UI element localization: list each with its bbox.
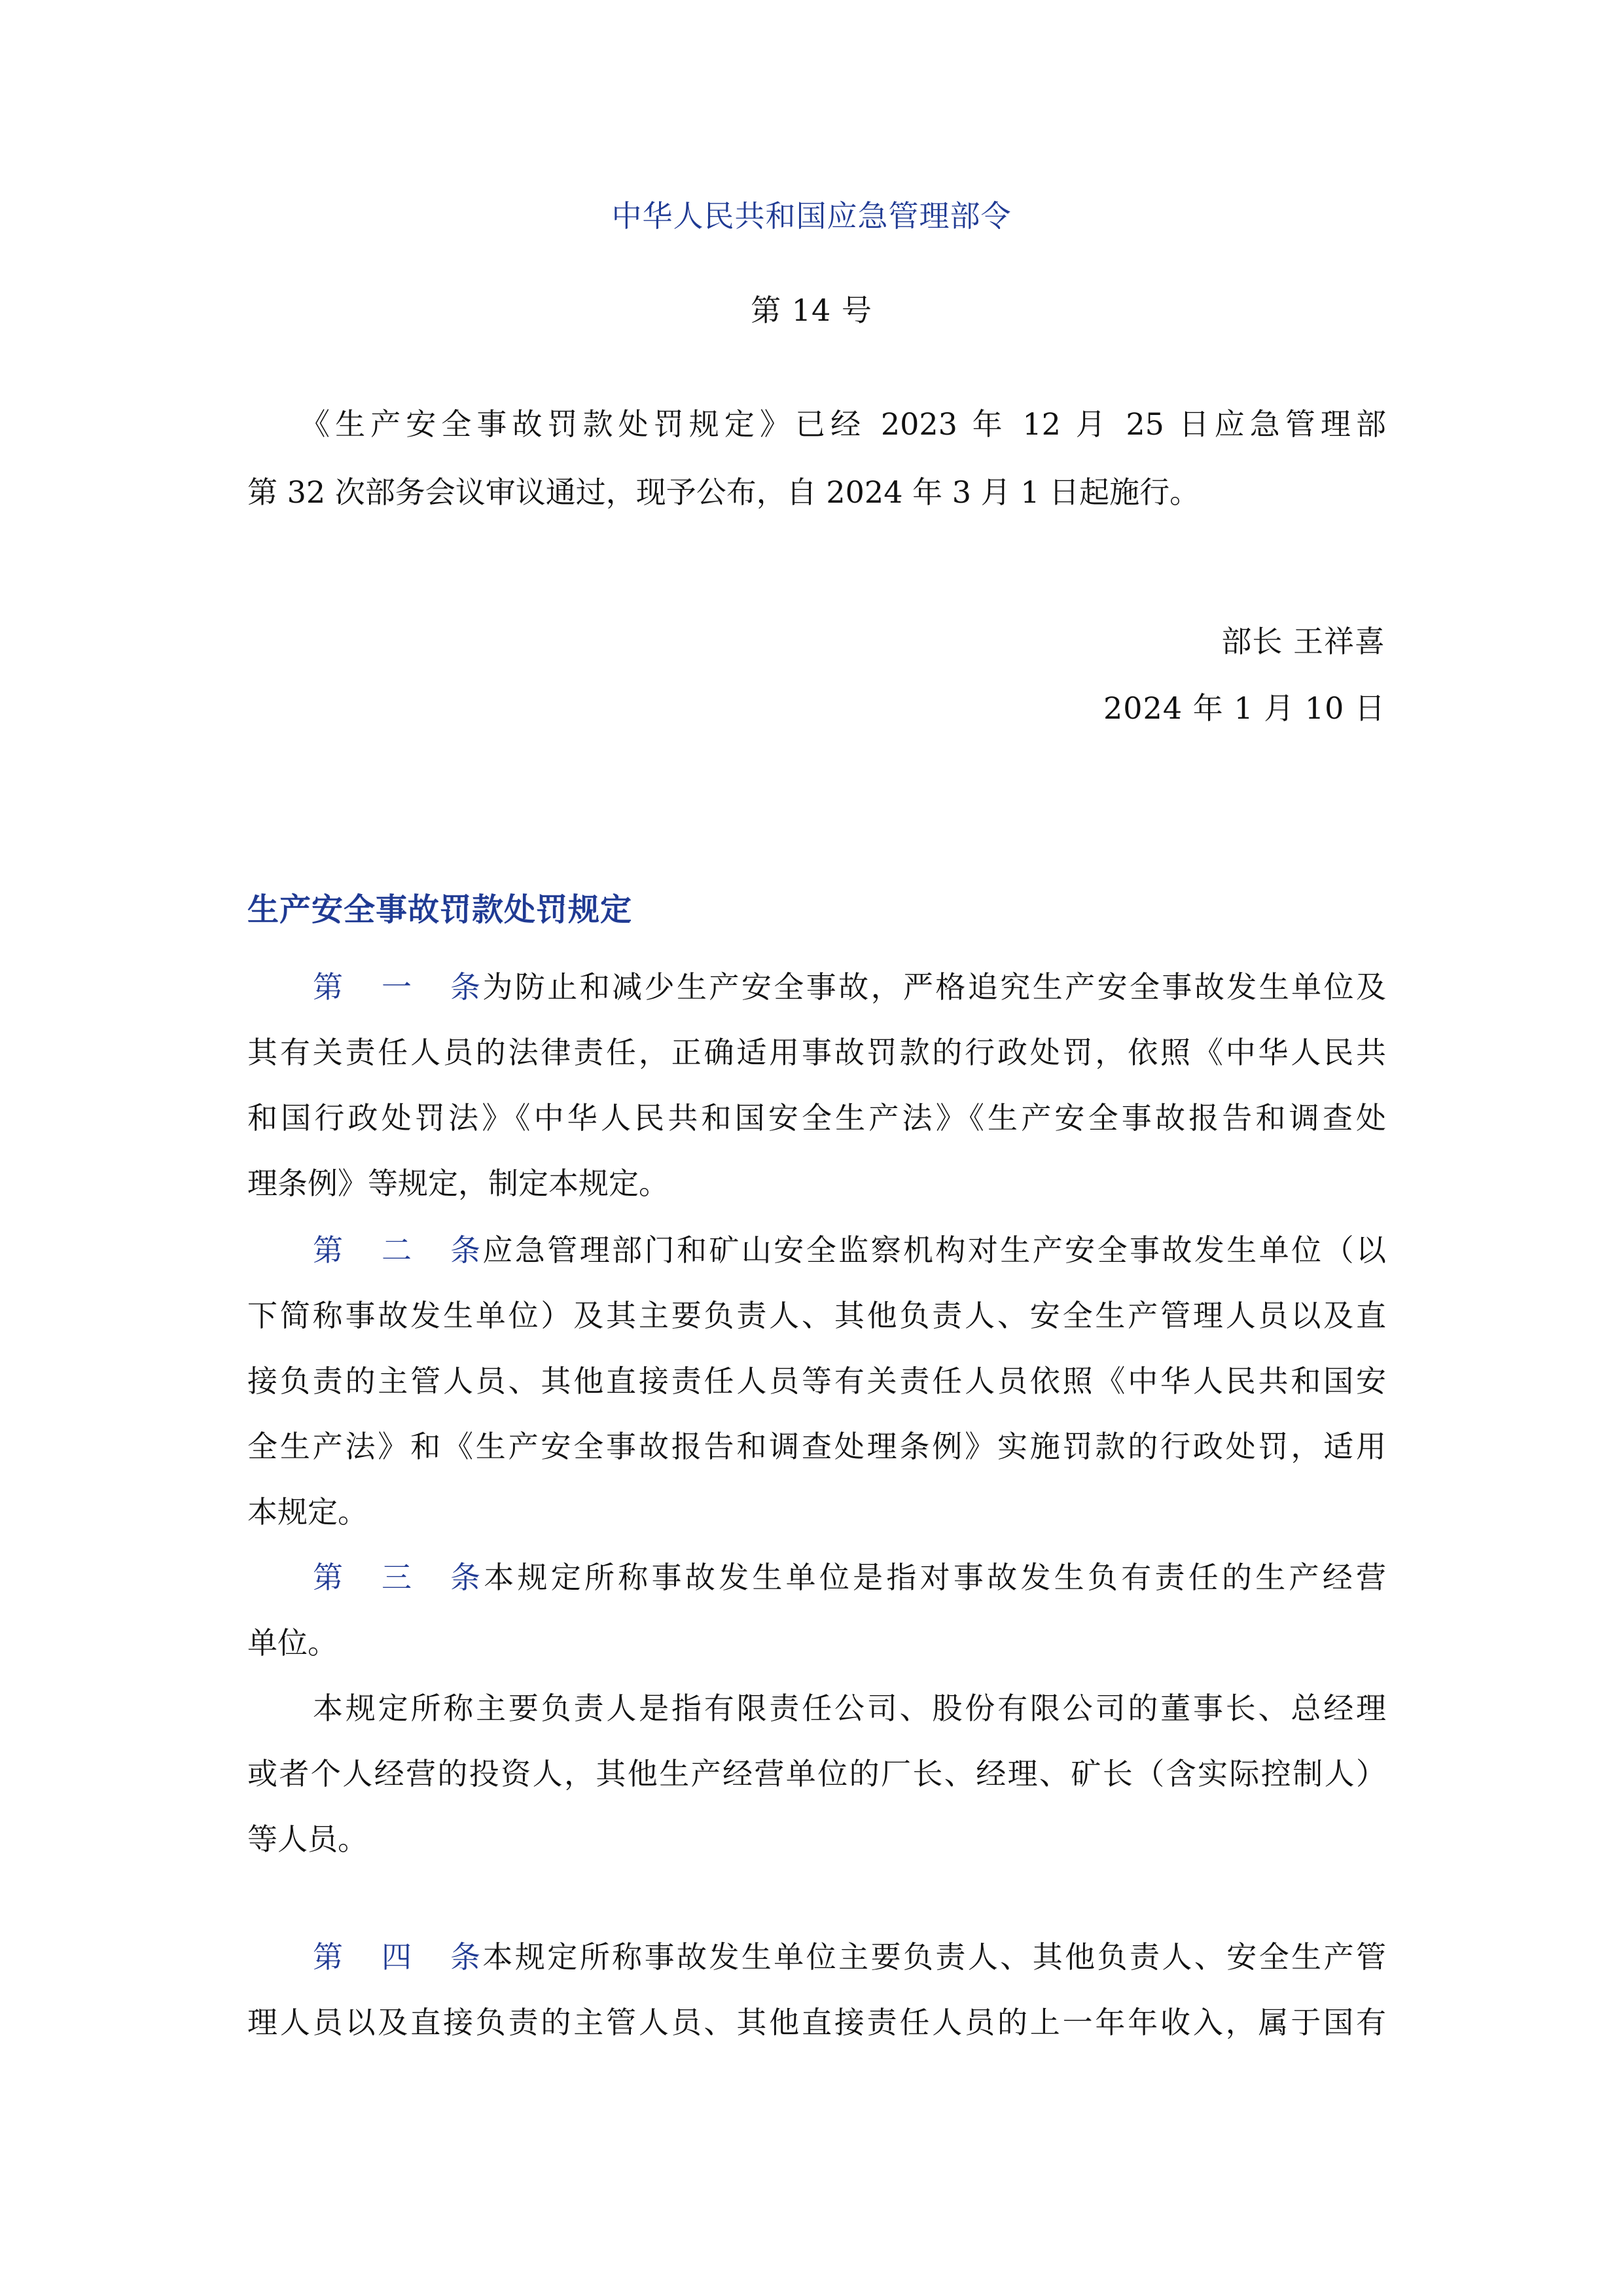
article-1-text-1: 为防止和减少生产安全事故，严格追究生产安全事故发生单位及 [480,969,1386,1005]
announcement-line-1: 《生产安全事故罚款处罚规定》已经 2023 年 12 月 25 日应急管理部 [300,406,1386,442]
article-4-text-1: 本规定所称事故发生单位主要负责人、其他负责人、安全生产管 [480,1939,1386,1975]
article-1-line-2: 其有关责任人员的法律责任，正确适用事故罚款的行政处罚，依照《中华人民共 [247,1035,1386,1070]
article-3-para2-line-3: 等人员。 [247,1821,368,1857]
article-4-line-1 [313,1937,1386,1977]
article-3-line-2: 单位。 [247,1625,338,1660]
article-2-line-5: 本规定。 [247,1494,368,1530]
article-2-line-2: 下简称事故发生单位）及其主要负责人、其他负责人、安全生产管理人员以及直 [247,1298,1386,1333]
article-2-line-4: 全生产法》和《生产安全事故报告和调查处理条例》实施罚款的行政处罚，适用 [247,1429,1386,1464]
article-3-text-1: 本规定所称事故发生单位是指对事故发生负有责任的生产经营 [480,1560,1386,1595]
article-1-line-3: 和国行政处罚法》《中华人民共和国安全生产法》《生产安全事故报告和调查处 [247,1100,1386,1136]
decree-title: 中华人民共和国应急管理部令 [611,198,1012,234]
article-1-label: 第一条 [313,969,480,1005]
article-2-text-1: 应急管理部门和矿山安全监察机构对生产安全事故发生单位（以 [480,1232,1386,1268]
article-1-line-1 [313,967,1386,1007]
article-2-label: 第二条 [313,1232,480,1268]
article-4-label: 第四条 [313,1939,480,1975]
decree-date: 2024 年 1 月 10 日 [1103,691,1385,726]
article-3-para2-line-1: 本规定所称主要负责人是指有限责任公司、股份有限公司的董事长、总经理 [313,1691,1386,1726]
article-3-line-1 [313,1558,1386,1597]
regulation-title: 生产安全事故罚款处罚规定 [247,891,633,928]
announcement-line-2: 第 32 次部务会议审议通过，现予公布，自 2024 年 3 月 1 日起施行。 [247,475,1200,510]
article-2-line-3: 接负责的主管人员、其他直接责任人员等有关责任人员依照《中华人民共和国安 [247,1363,1386,1399]
article-1-line-4: 理条例》等规定，制定本规定。 [247,1166,669,1201]
decree-number: 第 14 号 [751,293,872,328]
article-4-line-2: 理人员以及直接负责的主管人员、其他直接责任人员的上一年年收入，属于国有 [247,2005,1386,2040]
article-3-para2-line-2: 或者个人经营的投资人，其他生产经营单位的厂长、经理、矿长（含实际控制人） [247,1756,1386,1791]
article-2-line-1 [313,1230,1386,1270]
signature: 部长 王祥喜 [1221,624,1385,659]
article-3-label: 第三条 [313,1560,480,1595]
